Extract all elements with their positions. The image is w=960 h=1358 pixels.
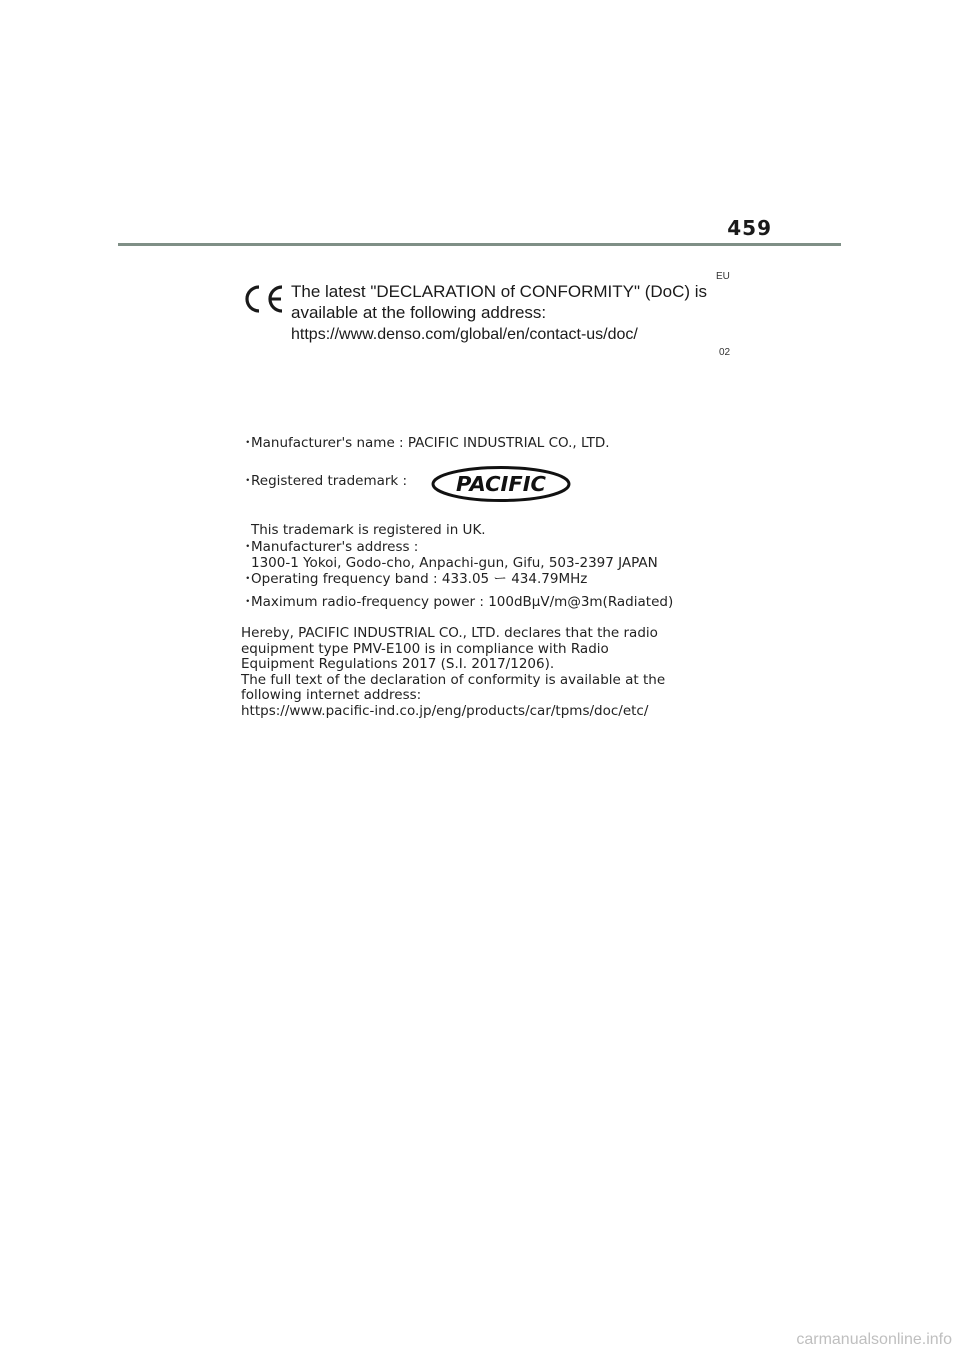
max-power: Maximum radio-frequency power : 100dBμV/m@3m(Radiated) xyxy=(251,594,674,610)
pacific-logo-text: PACIFIC xyxy=(456,472,547,496)
declaration-line: The full text of the declaration of conformity is available at the xyxy=(241,671,666,688)
manufacturer-address-row xyxy=(241,539,418,555)
trademark-note-row xyxy=(241,522,486,538)
registered-trademark-label: Registered trademark : xyxy=(251,473,408,489)
conformity-code: 02 xyxy=(719,347,731,358)
watermark: carmanualsonline.info xyxy=(796,1331,952,1348)
ce-mark-icon xyxy=(240,283,286,315)
trademark-note: This trademark is registered in UK. xyxy=(251,522,486,538)
header-divider xyxy=(118,243,841,246)
pacific-logo xyxy=(431,465,571,503)
manufacturer-name: Manufacturer's name : PACIFIC INDUSTRIAL CO., LTD. xyxy=(251,435,610,451)
frequency-band-row xyxy=(241,571,587,587)
declaration-line: Equipment Regulations 2017 (S.I. 2017/1206). xyxy=(241,656,555,672)
manufacturer-address: 1300-1 Yokoi, Godo-cho, Anpachi-gun, Gifu, 503-2397 JAPAN xyxy=(251,555,658,571)
conformity-line-1: The latest "DECLARATION of CONFORMITY" (DoC) is xyxy=(291,282,708,301)
conformity-line-2: available at the following address: xyxy=(291,303,547,322)
bullet-marker: ・ xyxy=(241,594,255,610)
bullet-marker: ・ xyxy=(241,539,255,555)
declaration-line: equipment type PMV-E100 is in compliance with Radio xyxy=(241,640,609,657)
conformity-url: https://www.denso.com/global/en/contact-us/doc/ xyxy=(291,326,638,343)
page-number: 459 xyxy=(727,216,772,240)
frequency-band: Operating frequency band : 433.05 ー 434.79MHz xyxy=(251,571,588,587)
declaration-line: following internet address: xyxy=(241,687,422,703)
manufacturer-address-label: Manufacturer's address : xyxy=(251,539,419,555)
bullet-marker: ・ xyxy=(241,571,255,587)
manufacturer-name-row xyxy=(241,435,610,451)
declaration-paragraph xyxy=(241,626,665,719)
region-label: EU xyxy=(716,271,730,282)
bullet-marker: ・ xyxy=(241,473,255,489)
conformity-statement xyxy=(291,281,707,345)
manufacturer-address-value-row xyxy=(241,555,658,571)
registered-trademark-row xyxy=(241,473,407,489)
bullet-marker: ・ xyxy=(241,435,255,451)
declaration-line: Hereby, PACIFIC INDUSTRIAL CO., LTD. declares that the radio xyxy=(241,625,658,641)
declaration-url: https://www.pacific-ind.co.jp/eng/products/car/tpms/doc/etc/ xyxy=(241,702,649,719)
max-power-row xyxy=(241,594,673,610)
